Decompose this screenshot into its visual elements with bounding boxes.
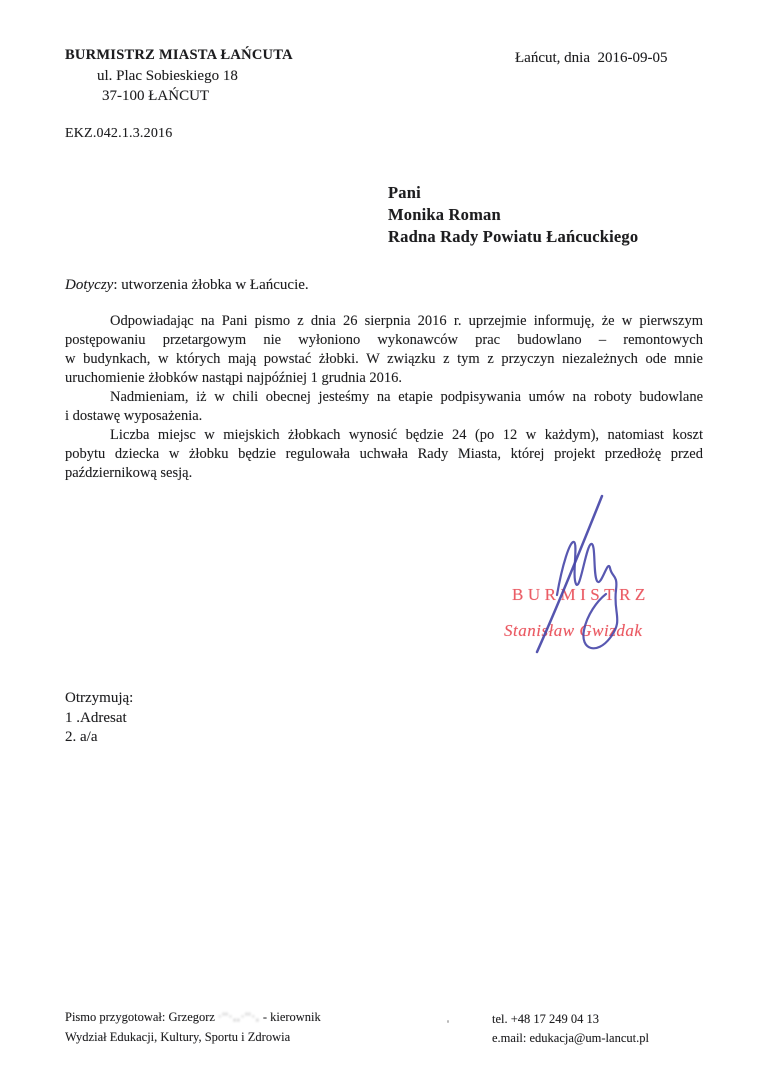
body-line: postępowaniu przetargowym nie wyłoniono wykonawców prac budowlano – remontowych [65,332,703,348]
sender-street: ul. Plac Sobieskiego 18 [97,67,238,84]
illegible-name: ·''·,,·''·, [217,1011,260,1023]
body-line: uruchomienie żłobków nastąpi najpóźniej 1 grudnia 2016. [65,370,403,386]
subject-label: Dotyczy [65,277,114,293]
recipient-title: Radna Rady Powiatu Łańcuckiego [388,227,639,246]
recipient-salutation: Pani [388,183,421,202]
stamp-title: BURMISTRZ [512,585,650,604]
reference-number: EKZ.042.1.3.2016 [65,126,173,141]
footer-department-line: Wydział Edukacji, Kultury, Sportu i Zdrowia [65,1030,291,1044]
sender-block [65,45,293,107]
recipient-block [388,182,638,248]
body-line: Odpowiadając na Pani pismo z dnia 26 sierpnia 2016 r. uprzejmie informuję, że w pierwszym [110,313,703,329]
body-line: Nadmieniam, iż w chili obecnej jesteśmy na etapie podpisywania umów na roboty budowlane [110,389,703,405]
subject-line [65,277,309,294]
letter-body [65,312,703,483]
distribution-item: 2. a/a [65,729,98,745]
body-line: pobytu dziecka w żłobku będzie regulowała uchwała Rady Miasta, której projekt przedłożę przed [65,446,703,462]
handwritten-signature [450,478,710,668]
footer-prepared-block [65,1008,321,1047]
footer-email: e.mail: edukacja@um-lancut.pl [492,1031,649,1045]
subject-text: : utworzenia żłobka w Łańcucie. [113,277,309,293]
prepared-prefix: Pismo przygotował: Grzegorz [65,1010,215,1024]
footer-prepared-line [65,1008,321,1028]
prepared-suffix: - kierownik [262,1010,321,1024]
distribution-block [65,689,133,748]
stamp-signature-name: Stanisław Gwizdak [504,621,643,640]
recipient-name: Monika Roman [388,205,501,224]
body-line: październikową sesją. [65,465,193,481]
sender-city: 37-100 ŁAŃCUT [102,88,210,104]
distribution-item: 1 .Adresat [65,709,127,726]
body-line: i dostawę wyposażenia. [65,408,203,424]
footer-phone: tel. +48 17 249 04 13 [492,1012,600,1026]
date-line: Łańcut, dnia 2016-09-05 [515,50,668,66]
footer-contact-block [492,1010,649,1048]
scan-speck [447,1020,449,1023]
body-line: Liczba miejsc w miejskich żłobkach wynosić będzie 24 (po 12 w każdym), natomiast koszt [110,427,703,443]
distribution-heading: Otrzymują: [65,690,134,706]
body-line: w budynkach, w których mają powstać żłobki. W związku z tym z przyczyn niezależnych ode mnie [65,351,703,367]
sender-name: BURMISTRZ MIASTA ŁAŃCUTA [65,47,293,63]
